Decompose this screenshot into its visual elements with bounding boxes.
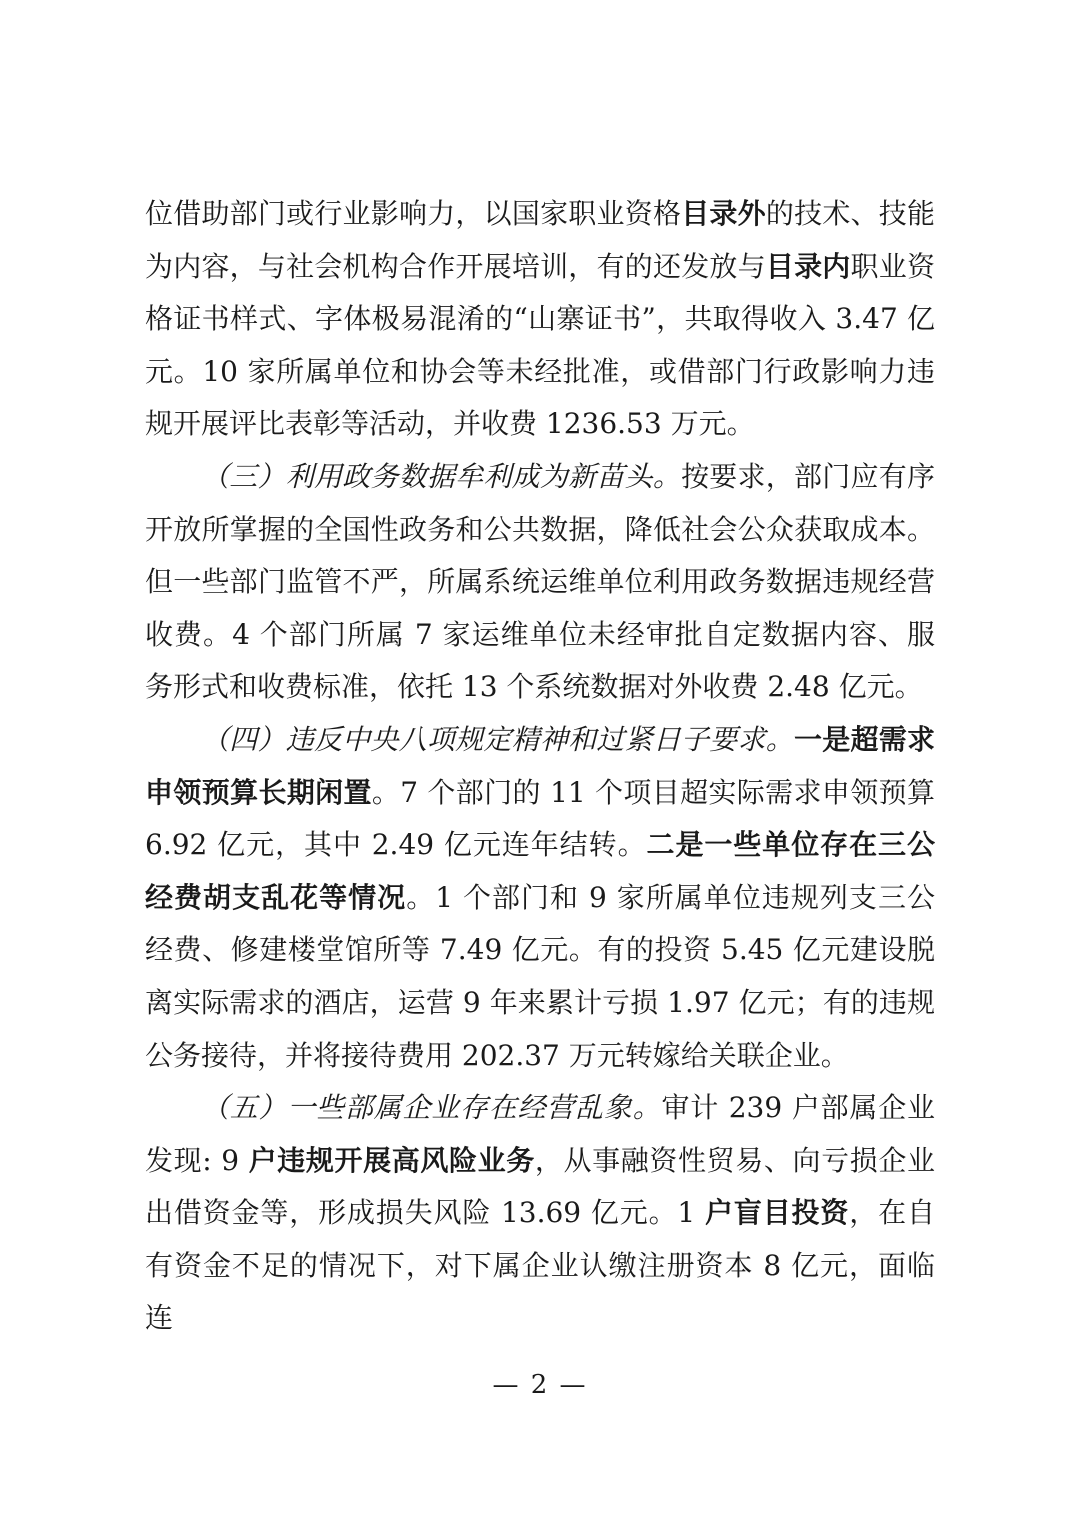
text-run: ，从事融资性贸易、向亏损企业出借资金等，形成损失风险 13.69 亿元。1 [145,1143,935,1230]
text-run: 。1 个部门和 9 家所属单位违规列支三公经费、修建楼堂馆所等 7.49 亿元。有的投资 5.45 亿元建设脱离实际需求的酒店，运营 9 年来累计亏损 1.97 亿元；有的违规公务接待，并将接待费用 202.37 万元转嫁给关联企业。 [145,880,935,1072]
section-heading-5: （五）一些部属企业存在经营乱象。 [201,1091,662,1125]
section-heading-4: （四）违反中央八项规定精神和过紧日子要求。 [201,722,795,756]
paragraph-section-3 [145,451,935,714]
text-run: 职业资格证书样式、字体极易混淆的“山寨证书”，共取得收入 3.47 亿元。10 家所属单位和协会等未经批准，或借部门行政影响力违规开展评比表彰等活动，并收费 1236.53 万元。 [145,249,935,441]
paragraph-section-4 [145,714,935,1082]
text-run: 的技术、技能为内容，与社会机构合作开展培训，有的还发放与 [145,197,935,283]
emphasis-run: 目录内 [765,249,851,283]
paragraph-1 [145,188,935,451]
emphasis-run: 一是超需求申领预算长期闲置 [145,722,935,809]
text-run: 审计 239 户部属企业发现: 9 [145,1091,935,1177]
text-run: ，在自有资金不足的情况下，对下属企业认缴注册资本 8 亿元，面临连 [145,1196,935,1335]
emphasis-run: 户违规开展高风险业务 [248,1143,535,1177]
emphasis-run: 户盲目投资 [705,1196,850,1230]
emphasis-run: 二是一些单位存在三公经费胡支乱花等情况 [145,828,935,914]
text-run: 按要求，部门应有序开放所掌握的全国性政务和公共数据，降低社会公众获取成本。但一些部门监管不严，所属系统运维单位利用政务数据违规经营收费。4 个部门所属 7 家运维单位未经审批自定数据内容、服务形式和收费标准，依托 13 个系统数据对外收费 2.48 亿元。 [145,459,935,704]
document-body [145,188,935,1345]
page-number: — 2 — [492,1370,588,1400]
section-heading-3: （三）利用政务数据牟利成为新苗头。 [201,459,682,493]
emphasis-run: 目录外 [681,197,766,230]
text-run: 位借助部门或行业影响力，以国家职业资格 [145,197,682,230]
paragraph-section-5 [145,1082,935,1345]
text-run: 。7 个部门的 11 个项目超实际需求申领预算 6.92 亿元，其中 2.49 亿元连年结转。 [145,775,935,862]
